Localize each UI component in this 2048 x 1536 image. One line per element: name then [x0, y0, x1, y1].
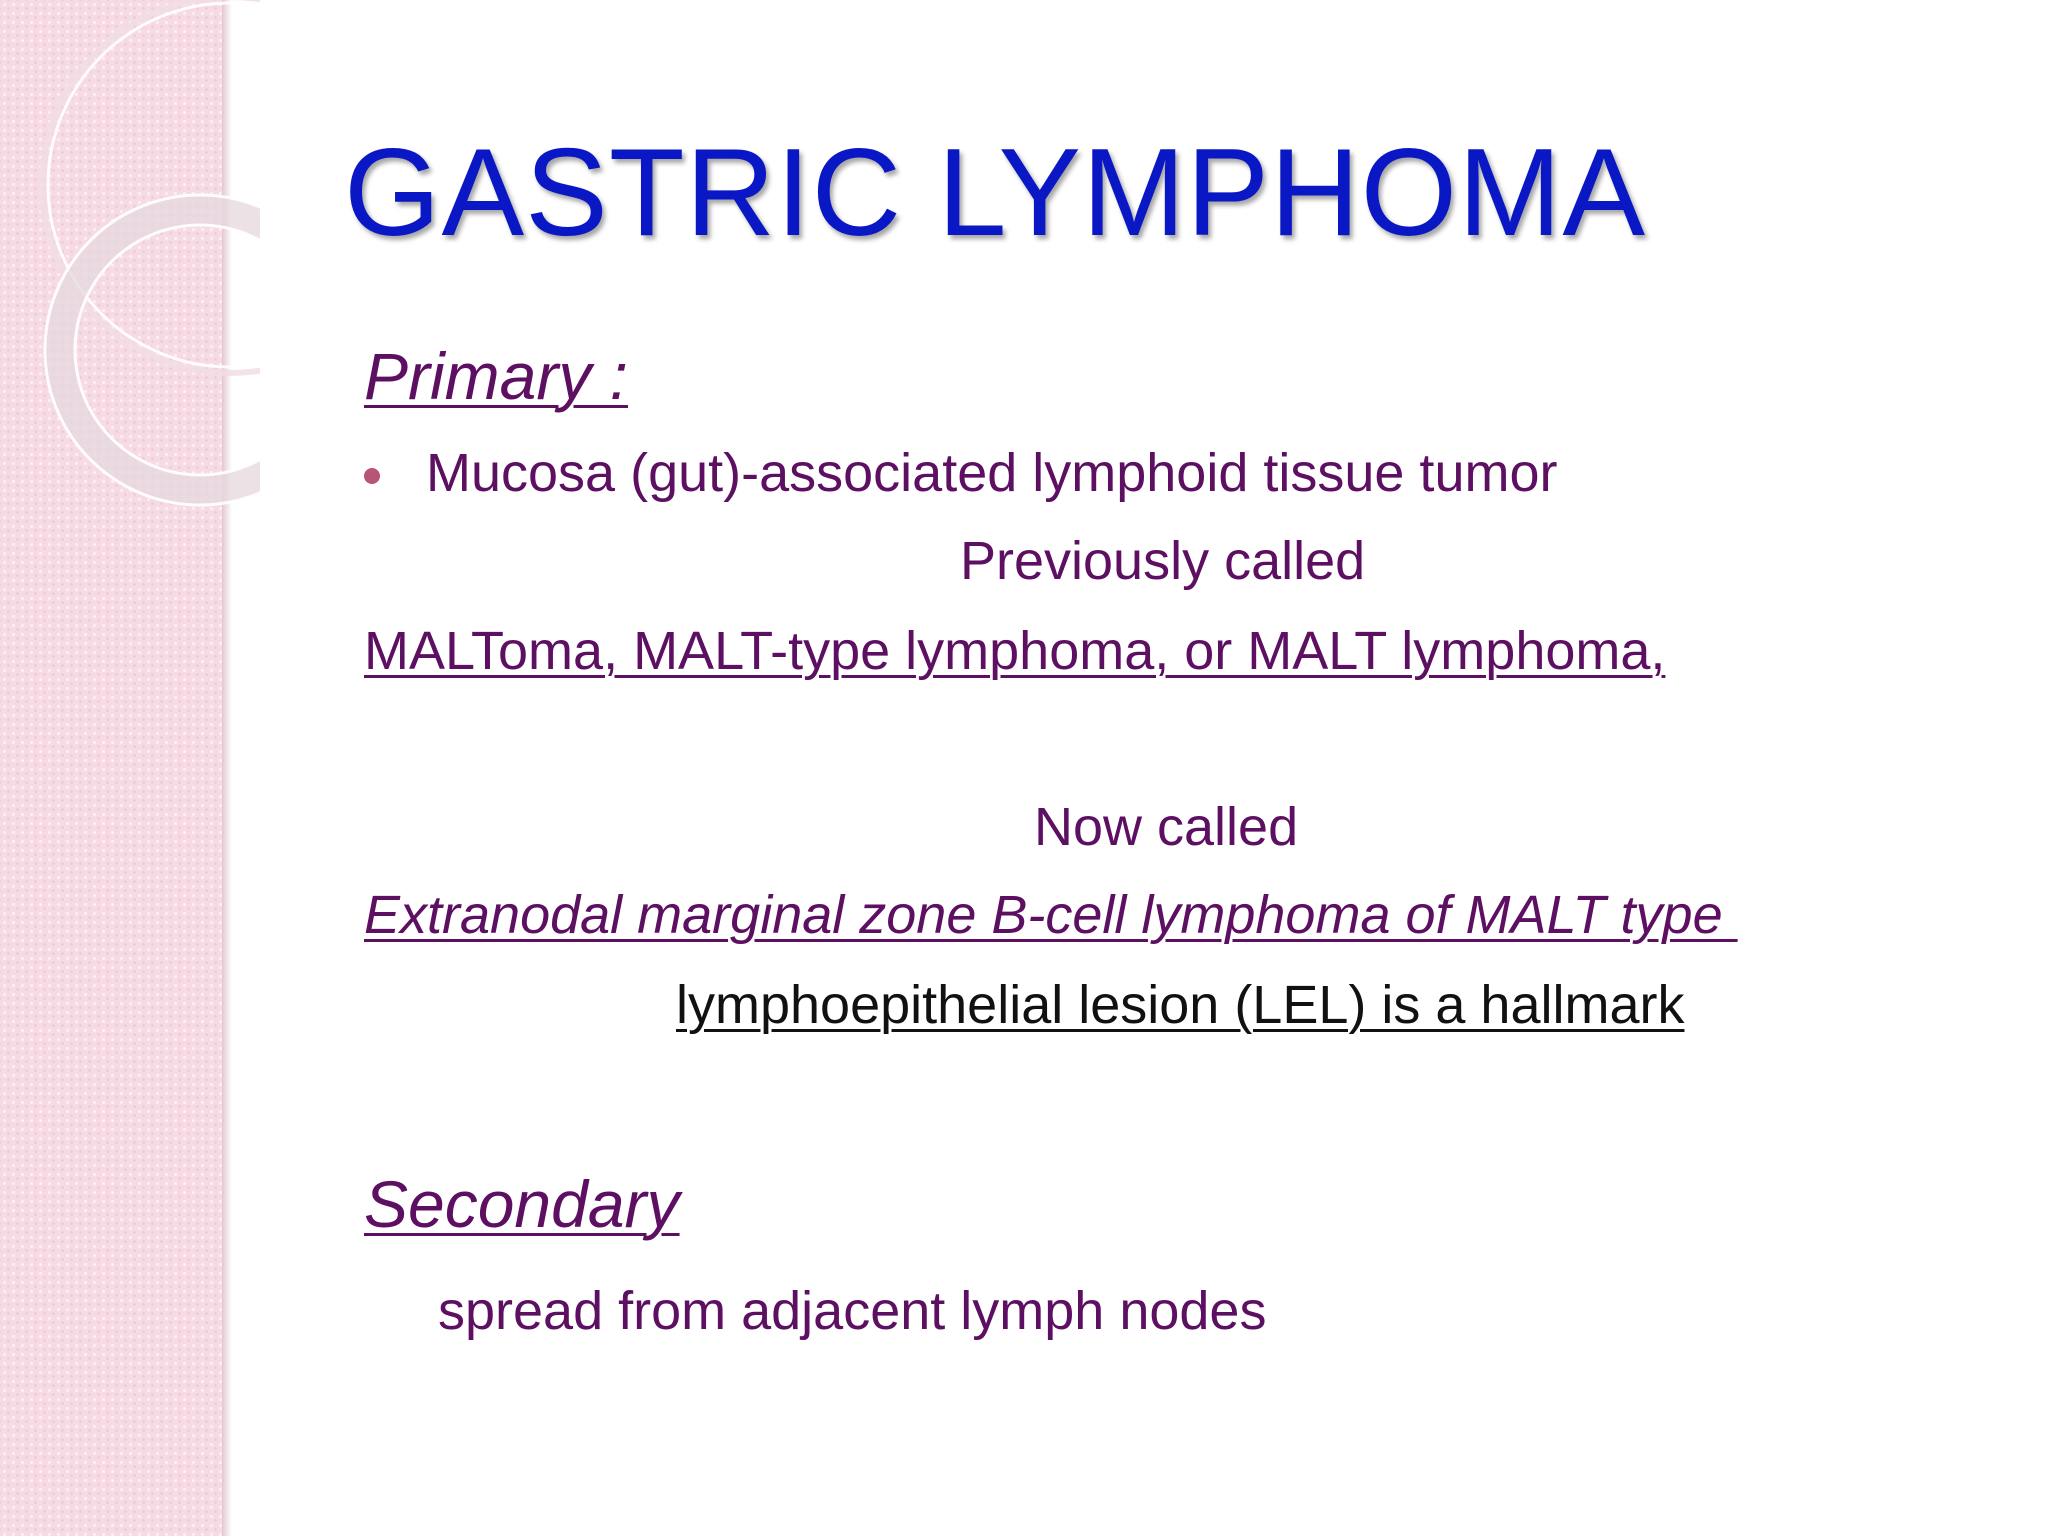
slide-title: GASTRIC LYMPHOMA [344, 124, 1647, 262]
secondary-heading: Secondary [364, 1167, 680, 1241]
former-names: MALToma, MALT-type lymphoma, or MALT lymphoma, [364, 621, 1666, 681]
bullet-text: Mucosa (gut)-associated lymphoid tissue tumor [426, 443, 1558, 503]
current-name: Extranodal marginal zone B-cell lymphoma of MALT type [364, 885, 1738, 945]
previously-called-label: Previously called [960, 531, 1366, 591]
secondary-text: spread from adjacent lymph nodes [438, 1281, 1267, 1341]
primary-heading: Primary : [364, 339, 628, 413]
bullet-dot-icon [364, 468, 380, 484]
now-called-label: Now called [1034, 797, 1299, 857]
hallmark-statement: lymphoepithelial lesion (LEL) is a hallmark [676, 975, 1685, 1035]
ring-decoration-icon [0, 0, 260, 520]
